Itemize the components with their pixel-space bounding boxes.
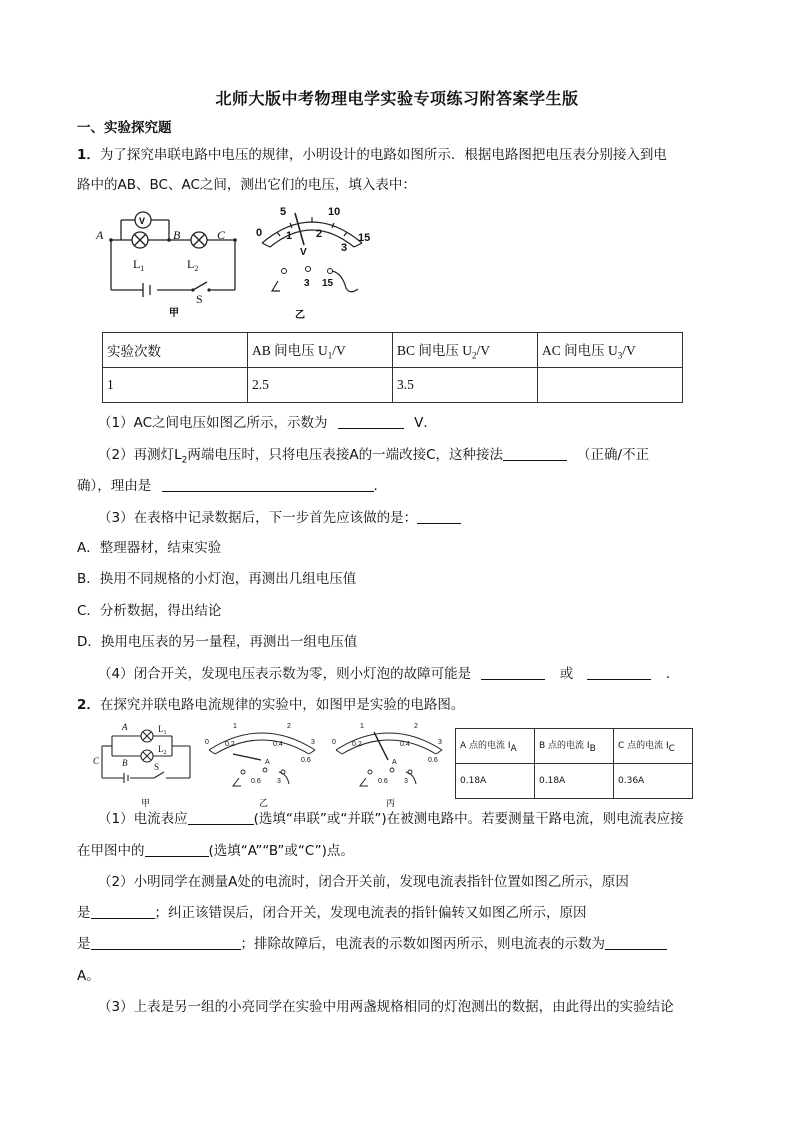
node-c-label: C xyxy=(217,228,226,242)
q1-part1 xyxy=(98,413,748,433)
q1-option-b: B．换用不同规格的小灯泡，再测出几组电压值 xyxy=(77,571,357,587)
q2-part2-text-d: 是 xyxy=(77,936,91,952)
header-ic: C 点的电流 I xyxy=(618,741,669,752)
q2-node-b: B xyxy=(122,758,128,768)
bing-tick-2: 2 xyxy=(414,723,418,730)
dial-tick-0: 0 xyxy=(256,227,263,239)
q1-part2-text-b: 两端电压时，只将电压表接A的一端改接C，这种接法 xyxy=(187,447,504,463)
q1-option-c: C．分析数据，得出结论 xyxy=(77,603,222,619)
header-ac-unit: /V xyxy=(622,343,636,359)
bing-unit-a: A xyxy=(392,759,397,766)
yi-tick-02: 0.2 xyxy=(225,741,235,748)
yi-tick-3: 3 xyxy=(311,739,315,746)
table-cell: 0.36A xyxy=(614,764,693,799)
q2-part1-text-b: (选填“串联”或“并联”)在被测电路中。若要测量干路电流，则电流表应接 xyxy=(253,811,684,827)
dial-tick-5: 5 xyxy=(280,206,287,218)
header-ib-sub: B xyxy=(589,743,596,754)
ammeter-dial-yi-figure xyxy=(203,718,321,810)
q2-caption-yi: 乙 xyxy=(259,799,269,809)
table-row xyxy=(456,764,693,799)
parallel-circuit-figure xyxy=(92,718,202,810)
answer-blank[interactable] xyxy=(417,508,461,524)
svg-text:L1 xyxy=(133,257,144,273)
header-ab-unit: /V xyxy=(332,343,346,359)
q2-stem xyxy=(77,695,727,715)
svg-text:L1 xyxy=(158,724,167,736)
yi-tick-06: 0.6 xyxy=(301,757,311,764)
q1-stem1: 为了探究串联电路中电压的规律，小明设计的电路如图所示．根据电路图把电压表分别接入到电 xyxy=(99,147,667,163)
q1-part2-text-c: （正确/不正 xyxy=(577,447,650,463)
q2-current-table xyxy=(455,728,693,799)
table-cell: 1 xyxy=(103,368,248,403)
q1-part3-text: （3）在表格中记录数据后，下一步首先应该做的是： xyxy=(98,510,418,526)
q2-part2-line2 xyxy=(77,903,727,923)
q2-node-a: A xyxy=(122,722,128,732)
terminal-15-label: 15 xyxy=(322,278,334,289)
figure-jia-caption: 甲 xyxy=(169,308,179,317)
q2-lamp2-label: L xyxy=(158,744,164,754)
switch-label: S xyxy=(196,292,203,306)
q2-caption-bing: 丙 xyxy=(386,799,396,809)
table-header-cell xyxy=(393,333,538,368)
q2-part2-line3 xyxy=(77,934,727,954)
yi-tick-1: 1 xyxy=(233,723,237,730)
q1-number: 1． xyxy=(77,147,100,163)
q1-stem-line2: 路中的AB、BC、AC之间，测出它们的电压，填入表中： xyxy=(77,177,416,193)
q2-switch-label: S xyxy=(154,762,160,772)
answer-blank[interactable] xyxy=(162,476,374,492)
q1-part2-text-d: 确），理由是 xyxy=(77,478,152,494)
q1-stem-line1 xyxy=(77,145,727,165)
bing-tick-3: 3 xyxy=(438,739,442,746)
table-cell xyxy=(538,368,683,403)
q1-option-a: A．整理器材，结束实验 xyxy=(77,540,222,556)
q1-part4 xyxy=(98,664,748,684)
header-ab: AB 间电压 U xyxy=(252,343,328,359)
q2-part2-text-e: ；排除故障后，电流表的示数如图丙所示，则电流表的示数为 xyxy=(240,936,605,952)
bing-tick-1: 1 xyxy=(360,723,364,730)
yi-tick-04: 0.4 xyxy=(273,741,283,748)
yi-terminal-06: 0.6 xyxy=(251,778,261,785)
table-header-row xyxy=(103,333,683,368)
q1-part2-text-e: ． xyxy=(373,478,388,494)
table-header-row xyxy=(456,729,693,764)
q1-part4-or: 或 xyxy=(559,666,574,682)
table-cell: 0.18A xyxy=(535,764,614,799)
svg-text:L2 xyxy=(187,257,198,273)
answer-blank[interactable] xyxy=(91,903,155,919)
q1-part4-text: （4）闭合开关，发现电压表示数为零，则小灯泡的故障可能是 xyxy=(98,666,472,682)
table-header-cell xyxy=(614,729,693,764)
q1-part2-sub: 2 xyxy=(181,455,188,466)
bing-tick-0: 0 xyxy=(332,739,336,746)
answer-blank[interactable] xyxy=(605,934,667,950)
ammeter-dial-bing-figure xyxy=(330,718,448,810)
table-cell: 0.18A xyxy=(456,764,535,799)
bing-tick-02: 0.2 xyxy=(352,741,362,748)
header-bc: BC 间电压 U xyxy=(397,343,473,359)
node-a-label: A xyxy=(96,228,104,242)
header-ia: A 点的电流 I xyxy=(460,741,511,752)
answer-blank[interactable] xyxy=(587,664,651,680)
table-header-cell xyxy=(103,333,248,368)
header-bc-sub: 2 xyxy=(472,350,477,361)
q2-lamp1-label: L xyxy=(158,724,164,734)
lamp1-label: L xyxy=(133,257,141,271)
node-b-label: B xyxy=(173,228,181,242)
dial-unit-v: V xyxy=(300,247,307,258)
q2-part1-line2 xyxy=(77,841,727,861)
dial-tick-3: 3 xyxy=(341,242,348,254)
table-cell: 3.5 xyxy=(393,368,538,403)
bing-terminal-3: 3 xyxy=(404,778,408,785)
q2-part3: （3）上表是另一组的小亮同学在实验中用两盏规格相同的灯泡测出的数据，由此得出的实验结论 xyxy=(98,999,674,1015)
q1-voltage-table xyxy=(102,332,683,403)
bing-tick-04: 0.4 xyxy=(400,741,410,748)
header-ac: AC 间电压 U xyxy=(542,343,618,359)
answer-blank[interactable] xyxy=(188,809,254,825)
q2-part1-text-d: (选填“A”“B”或“C”)点。 xyxy=(208,843,354,859)
yi-terminal-3: 3 xyxy=(277,778,281,785)
q2-lamp1-sub: 1 xyxy=(163,730,167,736)
figure-yi-caption: 乙 xyxy=(295,310,305,321)
lamp2-label: L xyxy=(187,257,195,271)
q1-part1-unit: V． xyxy=(414,415,437,431)
dial-tick-1: 1 xyxy=(286,230,293,242)
table-cell: 2.5 xyxy=(248,368,393,403)
dial-tick-15: 15 xyxy=(358,232,371,244)
q2-part2-text-c: ；纠正该错误后，闭合开关，发现电流表的指针偏转又如图乙所示，原因 xyxy=(154,905,587,921)
header-bc-unit: /V xyxy=(476,343,491,359)
q2-part2-line4: A。 xyxy=(77,968,100,984)
yi-tick-0: 0 xyxy=(205,739,209,746)
header-ia-sub: A xyxy=(510,743,517,754)
q1-part3 xyxy=(98,508,748,528)
q2-part2-line1: （2）小明同学在测量A处的电流时，闭合开关前，发现电流表指针位置如图乙所示，原因 xyxy=(98,874,629,890)
table-header-cell xyxy=(538,333,683,368)
q1-part1-text: （1）AC之间电压如图乙所示，示数为 xyxy=(98,415,328,431)
voltmeter-symbol-label: V xyxy=(139,216,146,226)
header-ab-sub: 1 xyxy=(327,350,333,361)
q1-part2-text-a: （2）再测灯L xyxy=(98,447,182,463)
q2-part1-text-a: （1）电流表应 xyxy=(98,811,188,827)
answer-blank[interactable] xyxy=(91,934,241,950)
page-title: 北师大版中考物理电学实验专项练习附答案学生版 xyxy=(215,89,579,108)
q2-part2-text-b: 是 xyxy=(77,905,91,921)
q2-number: 2． xyxy=(77,697,100,713)
terminal-3-label: 3 xyxy=(304,278,310,289)
bing-terminal-06: 0.6 xyxy=(378,778,388,785)
q2-lamp2-sub: 2 xyxy=(163,750,167,756)
answer-blank[interactable] xyxy=(481,664,545,680)
bing-tick-06: 0.6 xyxy=(428,757,438,764)
q1-option-d: D．换用电压表的另一量程，再测出一组电压值 xyxy=(77,634,358,650)
q2-node-c: C xyxy=(93,756,100,766)
q2-stem-text: 在探究并联电路电流规律的实验中，如图甲是实验的电路图。 xyxy=(99,697,465,713)
q2-part1-text-c: 在甲图中的 xyxy=(77,843,145,859)
q1-part2-line2 xyxy=(77,476,727,496)
answer-blank[interactable] xyxy=(145,841,209,857)
q2-caption-jia: 甲 xyxy=(141,799,151,809)
q1-part2-line1 xyxy=(98,445,748,471)
yi-tick-2: 2 xyxy=(287,723,291,730)
table-header-cell xyxy=(456,729,535,764)
lamp1-sub: 1 xyxy=(140,264,145,273)
table-header-cell xyxy=(535,729,614,764)
voltmeter-dial-figure xyxy=(250,203,375,321)
header-ib: B 点的电流 I xyxy=(539,741,590,752)
header-trial: 实验次数 xyxy=(107,344,161,359)
answer-blank[interactable] xyxy=(338,413,404,429)
q2-part1-line1 xyxy=(98,809,748,829)
table-row xyxy=(103,368,683,403)
header-ic-sub: C xyxy=(668,743,675,754)
svg-text:L2 xyxy=(158,744,167,756)
series-circuit-figure xyxy=(95,205,245,317)
q1-part4-end: ． xyxy=(665,666,680,682)
section-heading: 一、实验探究题 xyxy=(77,120,172,136)
dial-tick-10: 10 xyxy=(328,206,341,218)
answer-blank[interactable] xyxy=(503,445,567,461)
header-ac-sub: 3 xyxy=(617,350,623,361)
dial-tick-2: 2 xyxy=(316,228,323,240)
lamp2-sub: 2 xyxy=(194,264,199,273)
table-header-cell xyxy=(248,333,393,368)
yi-unit-a: A xyxy=(265,759,270,766)
